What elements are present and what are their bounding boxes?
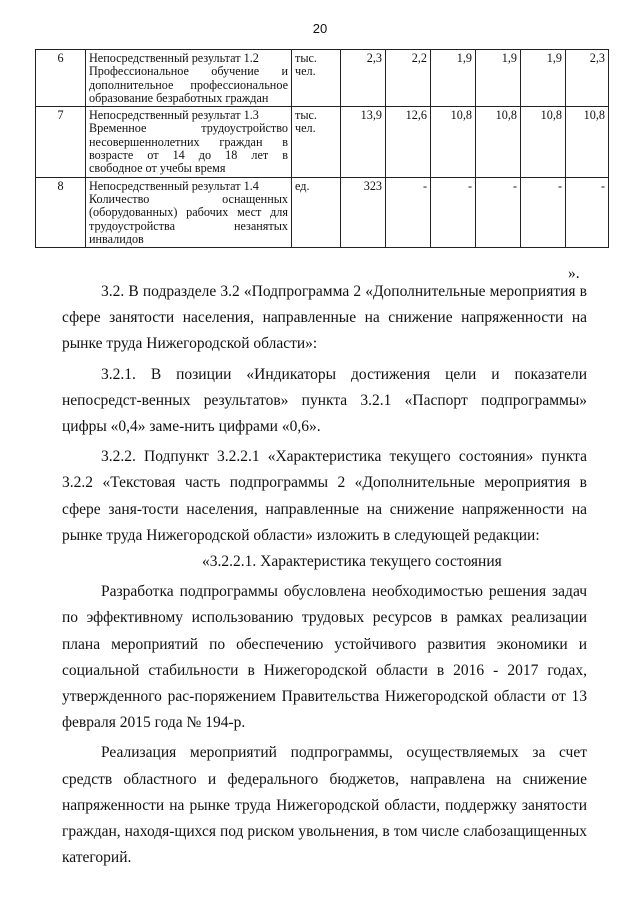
unit-cell — [292, 107, 341, 177]
paragraph-3-2-1: 3.2.1. В позиции «Индикаторы достижения цели и показатели непосредст-венных результатов» пункта 3.2.1 «Паспорт подпрограммы» цифры «0,4» заме-нить цифрами «0,6». — [62, 365, 587, 436]
indicator-name-line: Профессиональное обучение и — [89, 64, 288, 79]
indicator-name-line: Непосредственный результат 1.2 — [89, 51, 259, 65]
table-body — [36, 50, 609, 248]
indicator-name-line: несовершеннолетних граждан в — [89, 134, 288, 149]
paragraph-3-2: 3.2. В подразделе 3.2 «Подпрограмма 2 «Дополнительные мероприятия в сфере занятости населения, направленные на снижение напряженности на рынке труда Нижегородской области»: — [62, 283, 587, 353]
value-cell: - — [476, 177, 521, 247]
indicator-name-line: Непосредственный результат 1.4 — [89, 178, 259, 193]
value-cell: 1,9 — [431, 50, 476, 107]
row-number-cell: 8 — [36, 177, 86, 247]
indicator-name-line: образование безработных граждан — [89, 90, 269, 105]
value-cell: 2,2 — [386, 50, 431, 107]
indicator-name-line: Непосредственный результат 1.3 — [89, 108, 259, 123]
unit-line: тыс. — [295, 108, 317, 123]
value-cell: - — [566, 177, 609, 247]
row-number-cell: 7 — [36, 107, 86, 177]
unit-line: тыс. — [295, 51, 317, 65]
table-row — [36, 177, 609, 247]
value-cell: 10,8 — [476, 107, 521, 177]
indicator-name-line: дополнительное профессиональное — [89, 77, 288, 92]
indicators-table — [35, 49, 609, 248]
indicator-name-line: трудоустройства незанятых — [89, 218, 288, 233]
value-cell: - — [521, 177, 566, 247]
unit-line: ед. — [295, 178, 310, 193]
value-cell: 10,8 — [431, 107, 476, 177]
paragraph-implementation: Реализация мероприятий подпрограммы, осуществляемых за счет средств областного и федерального бюджетов, направлена на снижение напряженности на рынке труда Нижегородской области, поддержку занятости граждан, находя-щихся под риском увольнения, в том числе слабозащищенных категорий. — [62, 744, 587, 867]
value-cell: 2,3 — [566, 50, 609, 107]
table-row — [36, 50, 609, 107]
value-cell: 10,8 — [521, 107, 566, 177]
paragraph-3-2-2: 3.2.2. Подпункт 3.2.2.1 «Характеристика текущего состояния» пункта 3.2.2 «Текстовая часть подпрограммы 2 «Дополнительные мероприятия в сфере заня-тости населения, направленные на снижение напряженности на рынке труда Нижегородской области» изложить в следующей редакции: — [62, 448, 587, 544]
indicator-name-line: свободное от учебы время — [89, 161, 226, 176]
indicator-name-line: Количество оснащенных — [89, 191, 288, 206]
value-cell: 323 — [341, 177, 386, 247]
indicator-name-line: возрасте от 14 до 18 лет в — [89, 148, 288, 163]
indicator-name-line: Временное трудоустройство — [89, 121, 288, 136]
value-cell: 13,9 — [341, 107, 386, 177]
table-row — [36, 107, 609, 177]
value-cell: 10,8 — [566, 107, 609, 177]
value-cell: 2,3 — [341, 50, 386, 107]
paragraph-development: Разработка подпрограммы обусловлена необходимостью решения задач по эффективному использованию трудовых ресурсов в рамках реализации плана мероприятий по обеспечению устойчивого развития экономики и социальной стабильности в Нижегородской области в 2016 - 2017 годах, утвержденного рас-поряжением Правительства Нижегородской области от 13 февраля 2015 года № 194-р. — [62, 583, 587, 732]
unit-cell — [292, 50, 341, 107]
row-number-cell: 6 — [36, 50, 86, 107]
indicator-name-cell — [86, 177, 292, 247]
indicator-name-line: инвалидов — [89, 231, 144, 246]
indicator-name-cell — [86, 50, 292, 107]
value-cell: 12,6 — [386, 107, 431, 177]
value-cell: 1,9 — [476, 50, 521, 107]
value-cell: - — [431, 177, 476, 247]
page-number: 20 — [312, 21, 328, 36]
unit-line: чел. — [295, 121, 316, 136]
indicator-name-line: (оборудованных) рабочих мест для — [89, 205, 288, 220]
value-cell: - — [386, 177, 431, 247]
value-cell: 1,9 — [521, 50, 566, 107]
body-text — [62, 279, 587, 871]
section-heading: «3.2.2.1. Характеристика текущего состояния — [202, 553, 502, 571]
unit-cell — [292, 177, 341, 247]
unit-line: чел. — [295, 64, 316, 79]
closing-quote: ». — [568, 265, 580, 282]
indicator-name-cell — [86, 107, 292, 177]
